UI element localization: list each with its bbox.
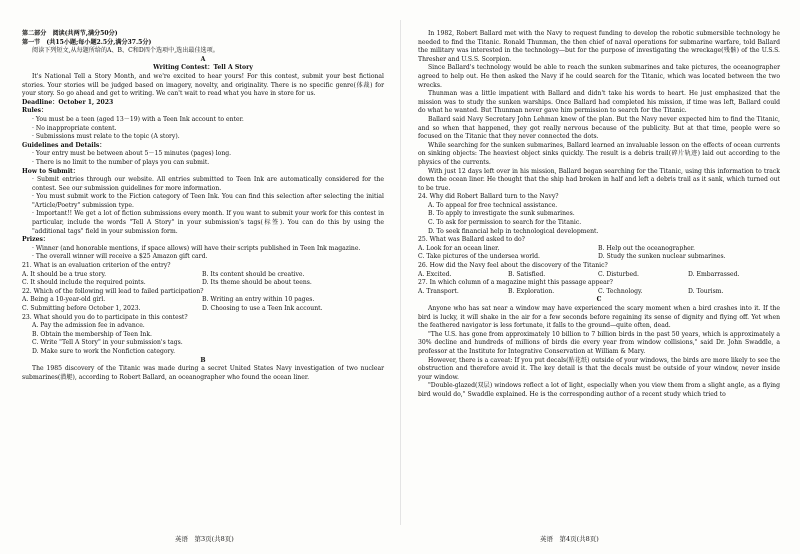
howto-item: · You must submit work to the Fiction category of Teen Ink. You can find this selection after selecting the initial "Article/Poetry" submission type.: [32, 193, 384, 209]
option-b[interactable]: B. Obtain the membership of Teen Ink.: [32, 330, 152, 338]
question-27: [418, 279, 780, 296]
passage-c-paragraph: "Double-glazed(双层) windows reflect a lot of light, especially when you view them from a slight angle, as a flying bird would do," Swaddle explained. He is the corresponding author of a recent study which tried to: [418, 382, 780, 398]
option-b[interactable]: B. Writing an entry within 10 pages.: [202, 296, 315, 304]
passage-b-paragraph: Ballard said Navy Secretary John Lehman knew of the plan. But the Navy never expected him to find the Titanic, and so when that happened, they got really nervous because of the publicity. But at that time, people were so focused on the Titanic that they never connected the dots.: [418, 115, 780, 141]
question-26: [418, 262, 780, 279]
option-b[interactable]: B. Exploration.: [508, 287, 555, 295]
rules-heading: Rules：: [22, 107, 48, 115]
option-b[interactable]: B. Its content should be creative.: [202, 270, 305, 278]
option-d[interactable]: D. Study the sunken nuclear submarines.: [598, 253, 726, 261]
howto-item: · Submit entries through our website. All entries submitted to Teen Ink are automatically considered for the contest. See our submission guidelines for more information.: [32, 176, 384, 192]
passage-c-paragraph: "The U.S. has gone from approximately 10 billion to 7 billion birds in the past 50 years, which is approximately a 30% decline and hundreds of millions of birds die every year from window collisions," said Dr. John Swaddle, a professor at the Institute for Integrative Conservation at William & Mary.: [418, 330, 780, 355]
prize-item: · The overall winner will receive a $25 Amazon gift card.: [32, 253, 208, 261]
option-c[interactable]: C. Take pictures of the undersea world.: [418, 253, 540, 261]
question-24: [418, 193, 780, 236]
question-25: [418, 236, 780, 262]
question-stem: 22. Which of the following will lead to failed participation?: [22, 287, 204, 295]
option-b[interactable]: B. To apply to investigate the sunk submarines.: [428, 210, 575, 218]
option-b[interactable]: B. Satisfied.: [508, 270, 546, 278]
right-column: [418, 30, 780, 400]
prizes-heading: Prizes：: [22, 236, 49, 244]
option-c[interactable]: C. Technology.: [598, 287, 643, 295]
page-footer-right: 英语 第4页(共8页): [540, 535, 599, 543]
passage-b-letter: B: [200, 356, 206, 364]
passage-c-paragraph: However, there is a caveat: If you put decals(贴花纸) outside of your windows, the birds are more likely to see the obstruction and therefore avoid it. The key detail is that the decals must be outside of your window, never inside your window.: [418, 356, 780, 381]
rule-item: · You must be a teen (aged 13－19) with a Teen Ink account to enter.: [32, 115, 244, 123]
option-c[interactable]: C. Write "Tell A Story" in your submission's tags.: [32, 339, 183, 347]
passage-b-paragraph: The 1985 discovery of the Titanic was made during a secret United States Navy investigation of two nuclear submarines(潜艇), according to Robert Ballard, an oceanographer who found the ocean liner.: [22, 365, 384, 381]
passage-b-paragraph: Thunman was a little impatient with Ballard and didn't take his words to heart. He just emphasized that the mission was to study the sunken warships. Once Ballard had completed his mission, if time was left, Ballard could do what he wanted. But Thunman never gave him permission to search for the Titanic.: [418, 90, 780, 115]
guideline-item: · Your entry must be between about 5－15 minutes (pages) long.: [32, 150, 232, 158]
option-d[interactable]: D. Tourism.: [688, 287, 724, 295]
question-23: [22, 314, 384, 357]
passage-b-paragraph: In 1982, Robert Ballard met with the Navy to request funding to develop the robotic submersible technology he needed to find the Titanic. Ronald Thunman, the then chief of naval operations for submarine warfare, told Ballard the military was interested in the technology—but for the purpose of investigating the wreckage(残骸) of the U.S.S. Thresher and U.S.S. Scorpion.: [418, 30, 780, 63]
left-column: [22, 30, 384, 382]
howto-heading: How to Submit：: [22, 167, 79, 175]
question-stem: 24. Why did Robert Ballard turn to the Navy?: [418, 193, 559, 201]
option-a[interactable]: A. To appeal for free technical assistance.: [428, 201, 558, 209]
page-footer-left: 英语 第3页(共8页): [175, 535, 234, 543]
option-a[interactable]: A. Being a 10-year-old girl.: [22, 296, 106, 304]
passage-a-letter: A: [200, 55, 206, 63]
option-c[interactable]: C. Submitting before October 1, 2023.: [22, 305, 141, 312]
question-21: [22, 262, 384, 288]
passage-a-intro: It's National Tell a Story Month, and we're excited to hear yours! For this contest, submit your best fictional stories. Your stories will be judged based on imagery, novelty, and originality. There is no specific genre(体裁) for your story. So go ahead and get to writing. We can't wait to read what you have in store for us.: [22, 72, 384, 98]
deadline: Deadline：October 1, 2023: [22, 98, 114, 106]
option-c[interactable]: C. It should include the required points.: [22, 279, 146, 287]
option-d[interactable]: D. To seek financial help in technological development.: [428, 227, 599, 235]
rule-item: · Submissions must relate to the topic (A story).: [32, 133, 180, 141]
option-d[interactable]: D. Its theme should be about teens.: [202, 279, 312, 287]
option-b[interactable]: B. Help out the oceanographer.: [598, 244, 695, 252]
option-a[interactable]: A. Transport.: [418, 287, 459, 295]
rule-item: · No inappropriate content.: [32, 124, 117, 132]
passage-b-paragraph: While searching for the sunken submarines, Ballard learned an invaluable lesson on the effects of ocean currents on sinking objects: The heaviest object sinks quickly. The result is a debris trail(碎片轨迹) laid out according to the physics of the currents.: [418, 141, 780, 166]
option-a[interactable]: A. Look for an ocean liner.: [418, 244, 500, 252]
question-stem: 26. How did the Navy feel about the discovery of the Titanic?: [418, 262, 608, 270]
prize-item: · Winner (and honorable mentions, if space allows) will have their scripts published in Teen Ink magazine.: [32, 244, 361, 252]
option-c[interactable]: C. Disturbed.: [598, 270, 639, 278]
option-a[interactable]: A. Pay the admission fee in advance.: [32, 322, 145, 330]
question-22: [22, 288, 384, 314]
option-a[interactable]: A. It should be a true story.: [22, 270, 107, 278]
passage-b-paragraph: Since Ballard's technology would be able to reach the sunken submarines and take pictures, the oceanographer agreed to help out. He then asked the Navy if he could search for the Titanic, which was located between the two wrecks.: [418, 64, 780, 89]
howto-item: · Important!! We get a lot of fiction submissions every month. If you want to submit your work for this contest in particular, include the words "Tell A Story" in your submission's tags(标签). You can do this by using the "additional tags" field in your submission form.: [32, 210, 384, 235]
guidelines-heading: Guidelines and Details：: [22, 141, 106, 149]
question-stem: 25. What was Ballard asked to do?: [418, 236, 525, 244]
passage-c-letter: C: [596, 296, 602, 304]
option-d[interactable]: D. Embarrassed.: [688, 270, 740, 278]
passage-b-paragraph: With just 12 days left over in his mission, Ballard began searching for the Titanic, using this information to track down the ocean liner. He thought that the ship had broken in half and left a debris trail as it sank, which turned out to be true.: [418, 167, 780, 192]
option-d[interactable]: D. Make sure to work the Nonfiction category.: [32, 347, 176, 355]
part-title: 第二部分 阅读(共两节,满分50分): [22, 30, 118, 37]
passage-a-title: Writing Contest：Tell A Story: [153, 64, 253, 72]
column-divider: [400, 20, 401, 525]
guideline-item: · There is no limit to the number of plays you can submit.: [32, 158, 210, 166]
section-title: 第一节 (共15小题;每小题2.5分,满分37.5分): [22, 38, 152, 46]
question-stem: 23. What should you do to participate in this contest?: [22, 313, 188, 321]
passage-c-paragraph: Anyone who has sat near a window may have experienced the scary moment when a bird crashes into it. If the bird is lucky, it will shake in the air for a few seconds before regaining its sense of dignity and flying off. Yet when the feathered navigator is less fortunate, it falls to the ground—quite often, dead.: [418, 305, 780, 330]
option-c[interactable]: C. To ask for permission to search for the Titanic.: [428, 219, 582, 227]
question-stem: 27. In which column of a magazine might this passage appear?: [418, 279, 613, 287]
instructions: 阅读下列短文,从每题所给的A、B、C和D四个选项中,选出最佳选项。: [32, 47, 219, 55]
option-a[interactable]: A. Excited.: [418, 270, 452, 278]
option-d[interactable]: D. Choosing to use a Teen Ink account.: [202, 305, 323, 312]
question-stem: 21. What is an evaluation criterion of the entry?: [22, 262, 171, 270]
